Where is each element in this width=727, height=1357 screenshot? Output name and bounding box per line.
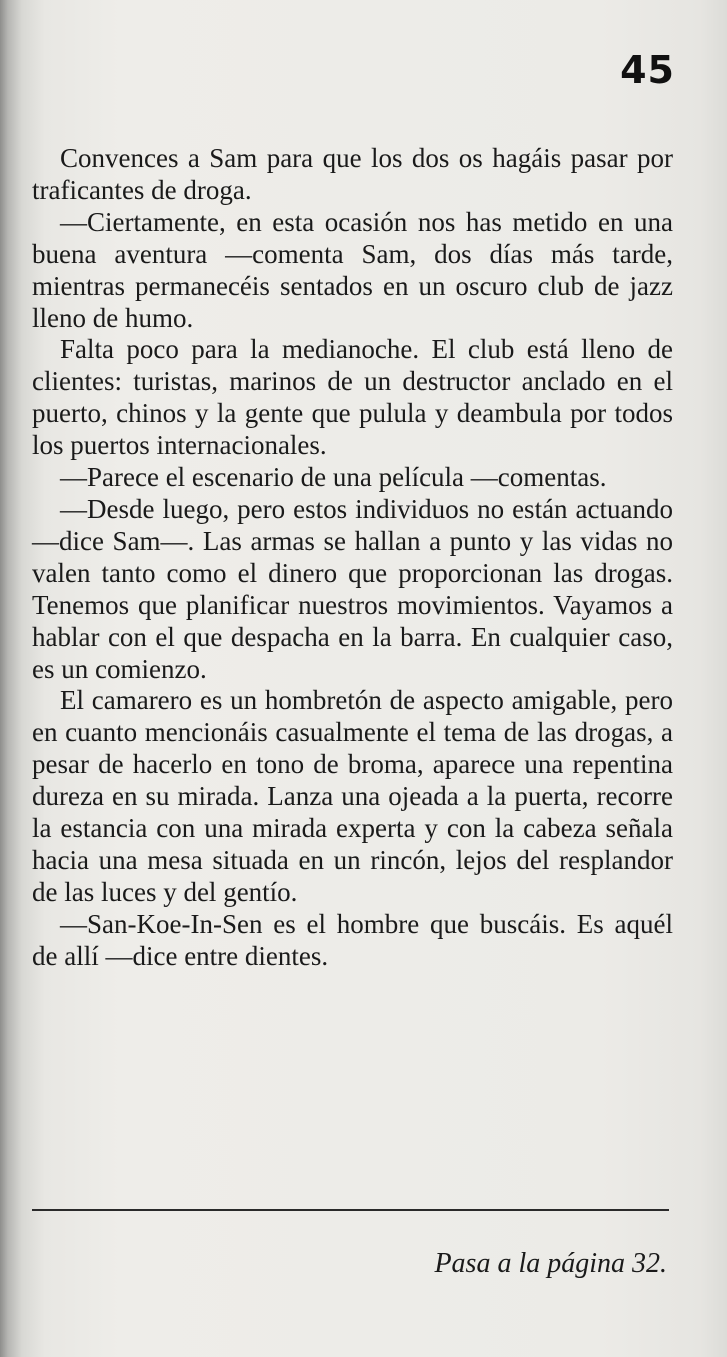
paragraph: —San-Koe-In-Sen es el hombre que buscáis. Es aquél de allí —dice entre dientes. — [32, 908, 673, 971]
page-number: 45 — [620, 48, 675, 92]
paragraph: Falta poco para la medianoche. El club está lleno de clientes: turistas, marinos de un destructor anclado en el puerto, chinos y la gente que pulula y deambula por todos los puertos internacionales. — [32, 334, 673, 461]
paragraph: El camarero es un hombretón de aspecto amigable, pero en cuanto mencionáis casualmente el tema de las drogas, a pesar de hacerlo en tono de broma, aparece una repentina dureza en su mirada. Lanza una ojeada a la puerta, recorre la estancia con una mirada experta y con la cabeza señala hacia una mesa situada en un rincón, lejos del resplandor de las luces y del gentío. — [32, 685, 673, 907]
paragraph: —Ciertamente, en esta ocasión nos has metido en una buena aventura —comenta Sam, dos días más tarde, mientras permanecéis sentados en un oscuro club de jazz lleno de humo. — [32, 206, 673, 333]
paragraph: —Parece el escenario de una película —comentas. — [60, 462, 607, 493]
body-text — [32, 143, 673, 973]
footer-divider — [32, 1209, 669, 1211]
paragraph: —Desde luego, pero estos individuos no están actuando —dice Sam—. Las armas se hallan a punto y las vidas no valen tanto como el dinero que proporcionan las drogas. Tenemos que planificar nuestros movimientos. Vayamos a hablar con el que despacha en la barra. En cualquier caso, es un comienzo. — [32, 493, 673, 684]
paragraph: Convences a Sam para que los dos os hagáis pasar por traficantes de droga. — [32, 143, 673, 205]
go-to-page-link[interactable]: Pasa a la página 32. — [434, 1248, 667, 1279]
